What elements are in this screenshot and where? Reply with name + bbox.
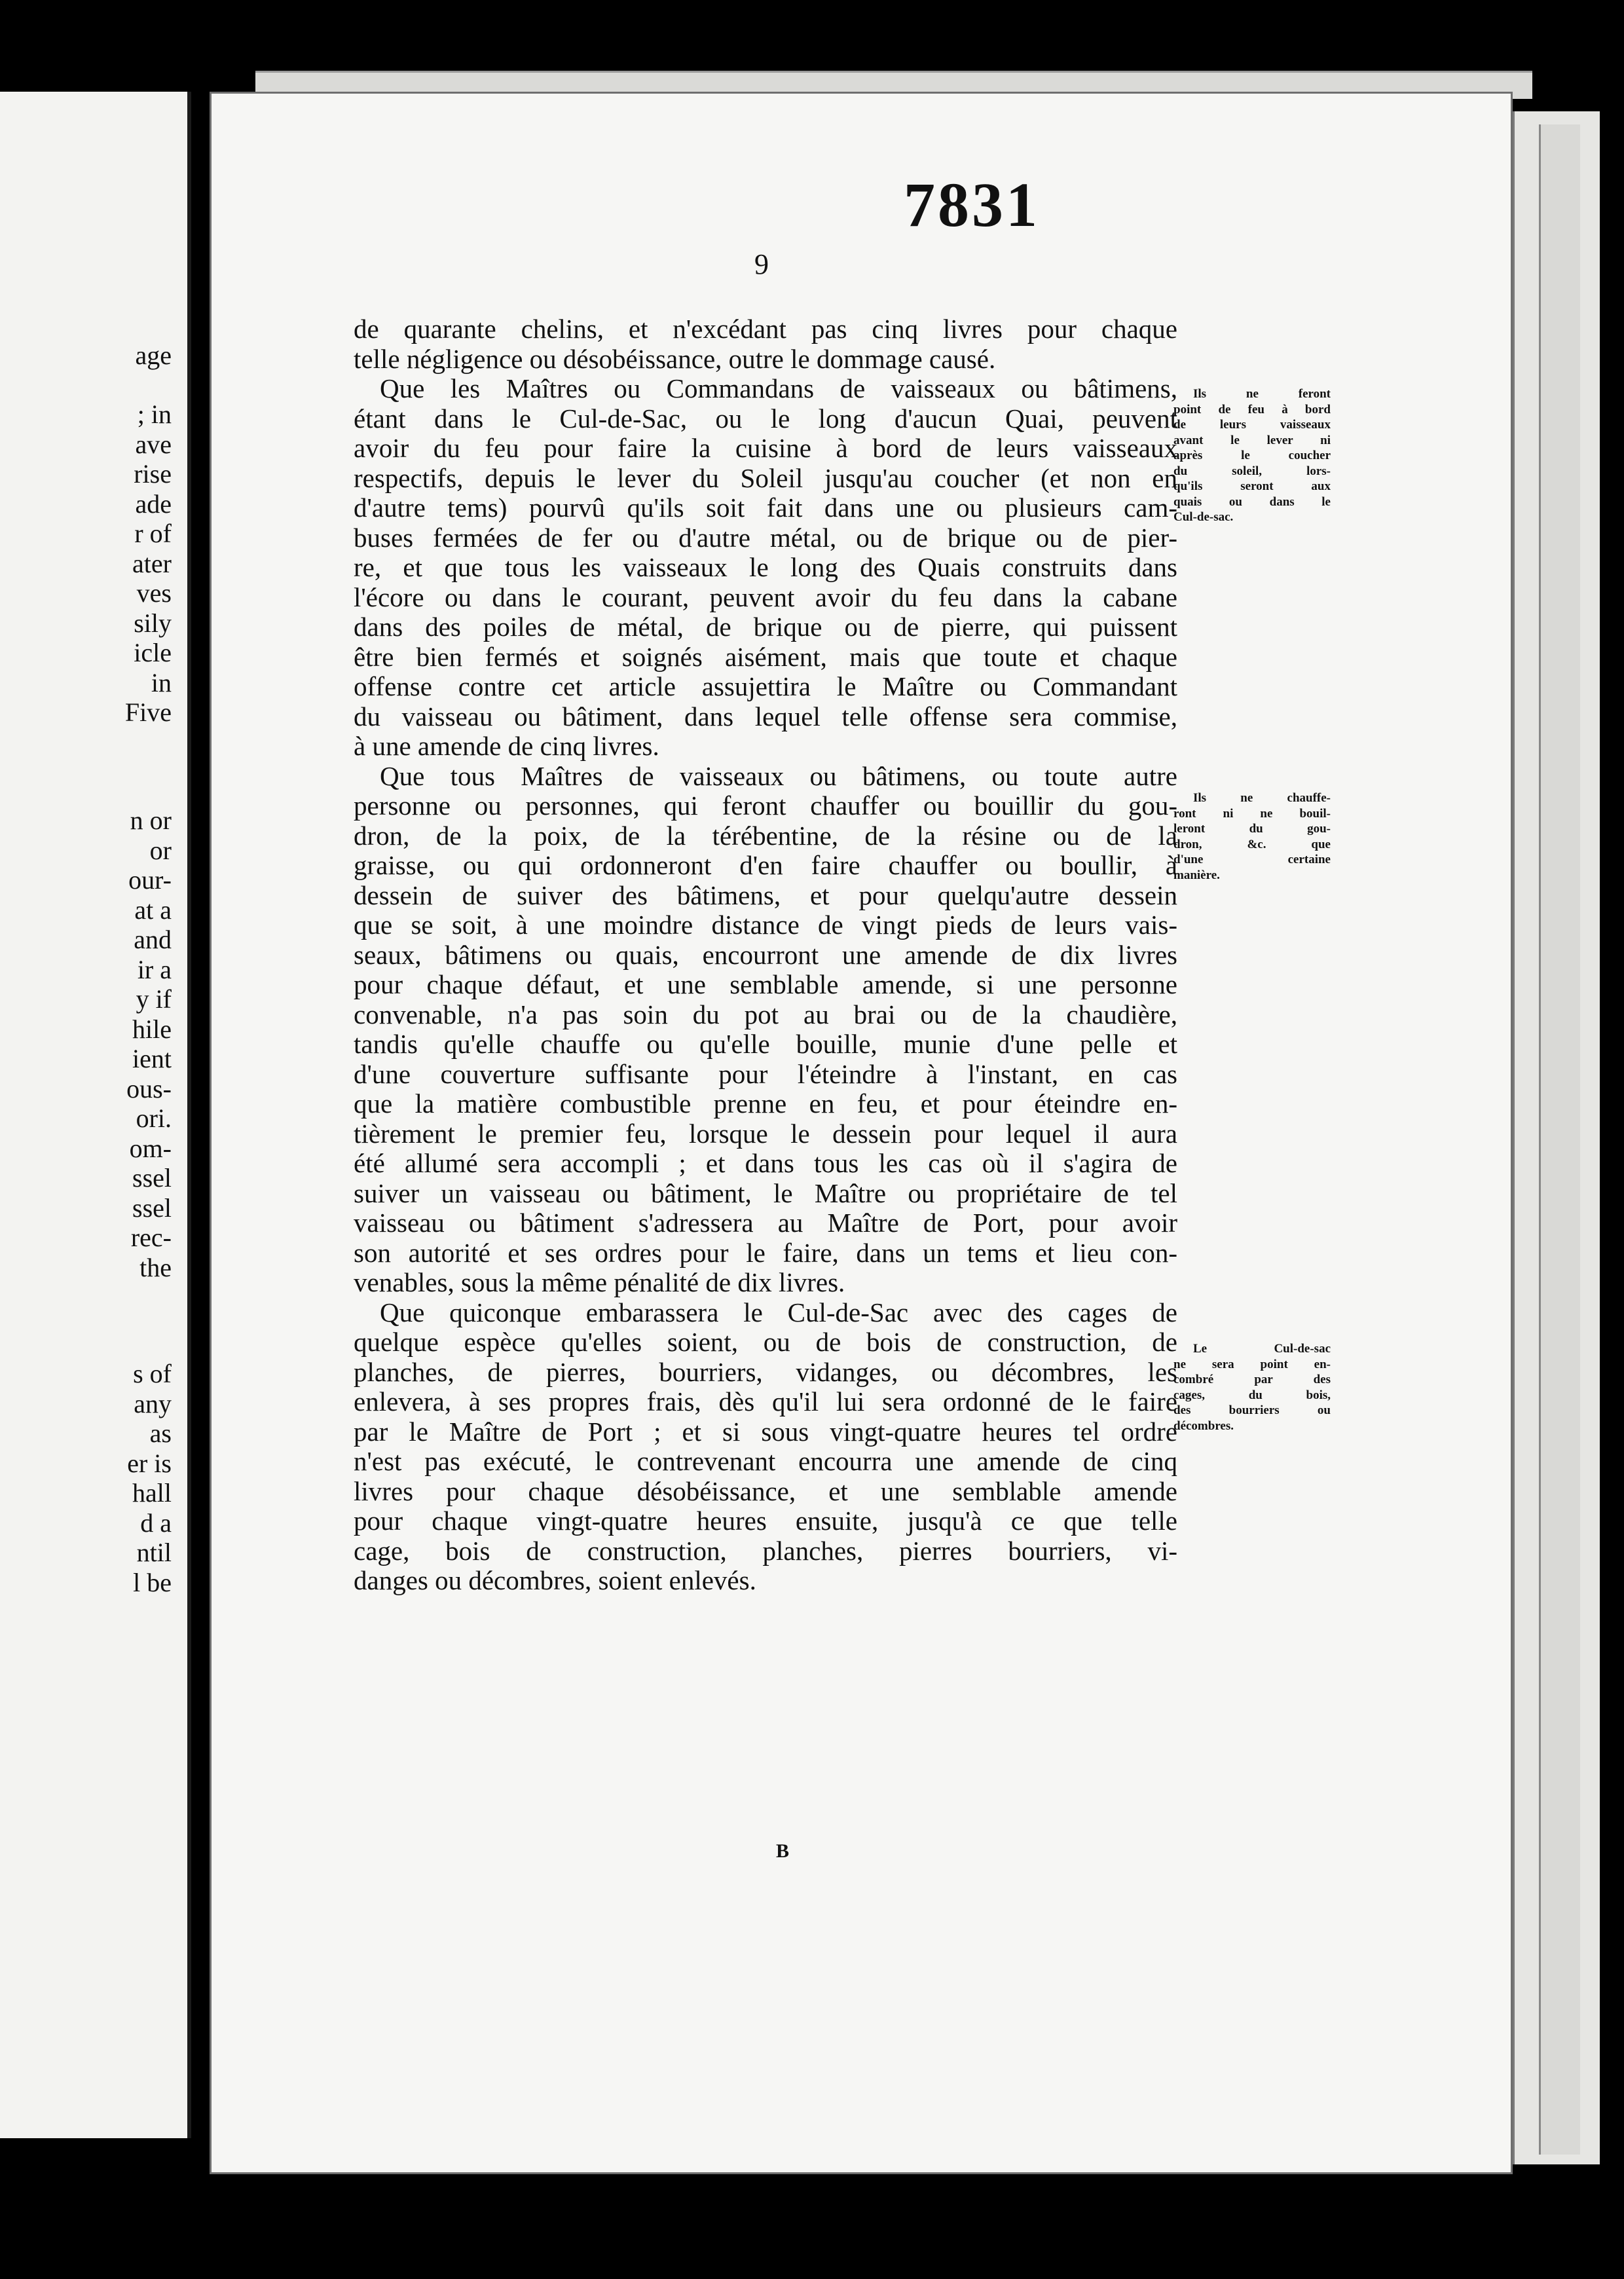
- body-line: n'est pas exécuté, le contrevenant encourra une amende de cinq: [354, 1446, 1177, 1476]
- facing-page-fragment: ave: [135, 429, 172, 459]
- marginal-note-line: d'une certaine: [1173, 853, 1331, 866]
- marginal-note-line: Cul-de-sac.: [1173, 510, 1234, 524]
- body-line: buses fermées de fer ou d'autre métal, ou de brique ou de pier-: [354, 522, 1177, 553]
- body-line: re, et que tous les vaisseaux le long des Quais construits dans: [354, 552, 1177, 582]
- facing-page-fragment: at a: [134, 895, 172, 925]
- marginal-note-line: quais ou dans le: [1173, 494, 1331, 509]
- marginal-note-line: qu'ils seront aux: [1173, 479, 1331, 493]
- facing-page-fragment: ous-: [126, 1073, 172, 1103]
- marginal-note-line: du soleil, lors-: [1173, 464, 1331, 478]
- facing-page-fragment: d a: [140, 1508, 172, 1538]
- facing-page-fragment: and: [134, 925, 172, 954]
- body-line: Que quiconque embarassera le Cul-de-Sac avec des cages de: [380, 1297, 1177, 1327]
- body-line: par le Maître de Port ; et si sous vingt-quatre heures tel ordre: [354, 1416, 1177, 1447]
- marginal-note: [1173, 790, 1331, 883]
- facing-page-fragment: our-: [128, 865, 172, 895]
- body-line: livres pour chaque désobéissance, et une semblable amende: [354, 1475, 1177, 1506]
- body-line: personne ou personnes, qui feront chauffer ou bouillir du gou-: [354, 790, 1177, 821]
- marginal-note-line: cages, du bois,: [1173, 1388, 1331, 1402]
- facing-page-fragment: in: [151, 667, 172, 697]
- body-line: planches, de pierres, bourriers, vidanges, ou décombres, les: [354, 1356, 1177, 1387]
- body-line: été allumé sera accompli ; et dans tous les cas où il s'agira de: [354, 1148, 1177, 1178]
- facing-page-fragment: Five: [124, 697, 172, 727]
- facing-page-fragment-block: [1, 806, 172, 1282]
- marginal-note-line: Ils ne feront: [1193, 387, 1331, 401]
- body-line: tandis qu'elle chauffe ou qu'elle bouille, munie d'une pelle et: [354, 1029, 1177, 1059]
- facing-page-fragment: ; in: [137, 399, 172, 429]
- facing-page-fragment: age: [135, 341, 172, 370]
- marginal-note-line: décombres.: [1173, 1418, 1234, 1433]
- body-line: dessein de suiver des bâtimens, et pour quelqu'autre dessein: [354, 880, 1177, 910]
- body-line: à une amende de cinq livres.: [354, 731, 659, 761]
- body-line: suiver un vaisseau ou bâtiment, le Maître ou propriétaire de tel: [354, 1177, 1177, 1208]
- body-text: [354, 314, 1177, 1596]
- facing-page-fragment-block: [1, 1359, 172, 1597]
- facing-page-fragment: ntil: [136, 1538, 172, 1567]
- facing-page-fragment-block: [1, 399, 172, 728]
- marginal-note-line: ne sera point en-: [1173, 1357, 1331, 1371]
- page-stack-edge-inner: [1539, 124, 1580, 2155]
- marginal-note-line: Ils ne chauffe-: [1193, 791, 1331, 805]
- facing-page-fragment: om-: [129, 1133, 172, 1163]
- body-line: son autorité et ses ordres pour le faire, dans un tems et lieu con-: [354, 1237, 1177, 1268]
- marginal-note-line: combré par des: [1173, 1373, 1331, 1386]
- body-line: cage, bois de construction, planches, pierres bourriers, vi-: [354, 1535, 1177, 1566]
- body-line: Que tous Maîtres de vaisseaux ou bâtimens, ou toute autre: [380, 760, 1177, 791]
- body-line: offense contre cet article assujettira le Maître ou Commandant: [354, 671, 1177, 701]
- facing-page-fragment: the: [139, 1252, 172, 1282]
- body-line: de quarante chelins, et n'excédant pas cinq livres pour chaque: [354, 314, 1177, 344]
- body-line: seaux, bâtimens ou quais, encourront une amende de dix livres: [354, 939, 1177, 970]
- body-line: convenable, n'a pas soin du pot au brai ou de la chaudière,: [354, 999, 1177, 1029]
- body-line: danges ou décombres, soient enlevés.: [354, 1565, 756, 1595]
- body-line: étant dans le Cul-de-Sac, ou le long d'aucun Quai, peuvent: [354, 403, 1177, 434]
- facing-page-fragment: ir a: [137, 954, 172, 984]
- facing-page-fragment: n or: [130, 806, 172, 835]
- facing-page-fragment: any: [134, 1388, 172, 1418]
- facing-page: [0, 92, 191, 2138]
- body-line: avoir du feu pour faire la cuisine à bord de leurs vaisseaux: [354, 433, 1177, 463]
- facing-page-fragment: ade: [135, 489, 172, 519]
- facing-page-fragment: ient: [132, 1044, 172, 1073]
- facing-page-fragment: ssel: [132, 1163, 172, 1193]
- facing-page-fragment: sily: [134, 608, 172, 638]
- body-line: telle négligence ou désobéissance, outre le dommage causé.: [354, 343, 996, 374]
- facing-page-fragment: ori.: [136, 1103, 172, 1133]
- facing-page-fragment: rise: [134, 459, 172, 489]
- marginal-note: [1173, 386, 1331, 525]
- facing-page-fragment: icle: [134, 638, 172, 667]
- body-line: quelque espèce qu'elles soient, ou de bois de construction, de: [354, 1327, 1177, 1357]
- facing-page-fragment: rec-: [130, 1223, 172, 1252]
- body-line: d'autre tems) pourvû qu'ils soit fait dans une ou plusieurs cam-: [354, 492, 1177, 523]
- body-line: dans des poiles de métal, de brique ou de pierre, qui puissent: [354, 612, 1177, 642]
- facing-page-fragment: ssel: [132, 1193, 172, 1223]
- body-line: pour chaque vingt-quatre heures ensuite, jusqu'à ce que telle: [354, 1506, 1177, 1536]
- marginal-note-line: des bourriers ou: [1173, 1403, 1331, 1417]
- body-line: dron, de la poix, de la térébentine, de la résine ou de la: [354, 820, 1177, 851]
- body-line: tièrement le premier feu, lorsque le dessein pour lequel il aura: [354, 1118, 1177, 1149]
- body-line: pour chaque défaut, et une semblable amende, si une personne: [354, 969, 1177, 999]
- marginal-note-line: avant le lever ni: [1173, 433, 1331, 447]
- body-line: enlevera, à ses propres frais, dès qu'il lui sera ordonné de le faire: [354, 1386, 1177, 1417]
- body-line: vaisseau ou bâtiment s'adressera au Maître de Port, pour avoir: [354, 1208, 1177, 1238]
- body-line: que la matière combustible prenne en feu, et pour éteindre en-: [354, 1088, 1177, 1119]
- facing-page-fragment: hile: [132, 1014, 172, 1044]
- facing-page-edge: [187, 92, 191, 2138]
- facing-page-fragment: as: [149, 1418, 172, 1448]
- facing-page-fragment: ater: [132, 548, 172, 578]
- marginal-note-line: Le Cul-de-sac: [1193, 1342, 1331, 1356]
- page-number: 9: [754, 248, 769, 280]
- marginal-note-line: de leurs vaisseaux: [1173, 418, 1331, 432]
- body-line: être bien fermés et soignés aisément, mais que toute et chaque: [354, 641, 1177, 672]
- marginal-note-line: après le coucher: [1173, 449, 1331, 462]
- marginal-note-line: leront du gou-: [1173, 822, 1331, 836]
- facing-page-fragment-block: [1, 341, 172, 371]
- body-line: graisse, ou qui ordonneront d'en faire chauffer ou boullir, à: [354, 850, 1177, 880]
- body-line: respectifs, depuis le lever du Soleil jusqu'au coucher (et non en: [354, 462, 1177, 493]
- body-line: d'une couverture suffisante pour l'éteindre à l'instant, en cas: [354, 1058, 1177, 1089]
- body-line: Que les Maîtres ou Commandans de vaisseaux ou bâtimens,: [380, 373, 1177, 403]
- body-line: l'écore ou dans le courant, peuvent avoir du feu dans la cabane: [354, 582, 1177, 612]
- marginal-note-line: point de feu à bord: [1173, 402, 1331, 417]
- facing-page-fragment: hall: [132, 1478, 172, 1508]
- body-line: venables, sous la même pénalité de dix livres.: [354, 1267, 845, 1297]
- body-line: du vaisseau ou bâtiment, dans lequel telle offense sera commise,: [354, 701, 1177, 732]
- facing-page-fragment: er is: [127, 1448, 172, 1478]
- marginal-note: [1173, 1341, 1331, 1434]
- body-line: que se soit, à une moindre distance de vingt pieds de leurs vais-: [354, 910, 1177, 940]
- marginal-note-line: ront ni ne bouil-: [1173, 806, 1331, 821]
- facing-page-fragment: y if: [136, 984, 172, 1014]
- signature-mark: B: [776, 1840, 790, 1862]
- facing-page-fragment: or: [149, 835, 172, 865]
- facing-page-fragment: r of: [134, 519, 172, 548]
- facing-page-fragment: ves: [136, 578, 172, 608]
- marginal-note-line: manière.: [1173, 868, 1220, 882]
- folio-number: 7831: [904, 170, 1040, 240]
- facing-page-fragment: l be: [133, 1567, 172, 1597]
- marginal-note-line: dron, &c. que: [1173, 837, 1331, 851]
- facing-page-fragment: s of: [133, 1359, 172, 1388]
